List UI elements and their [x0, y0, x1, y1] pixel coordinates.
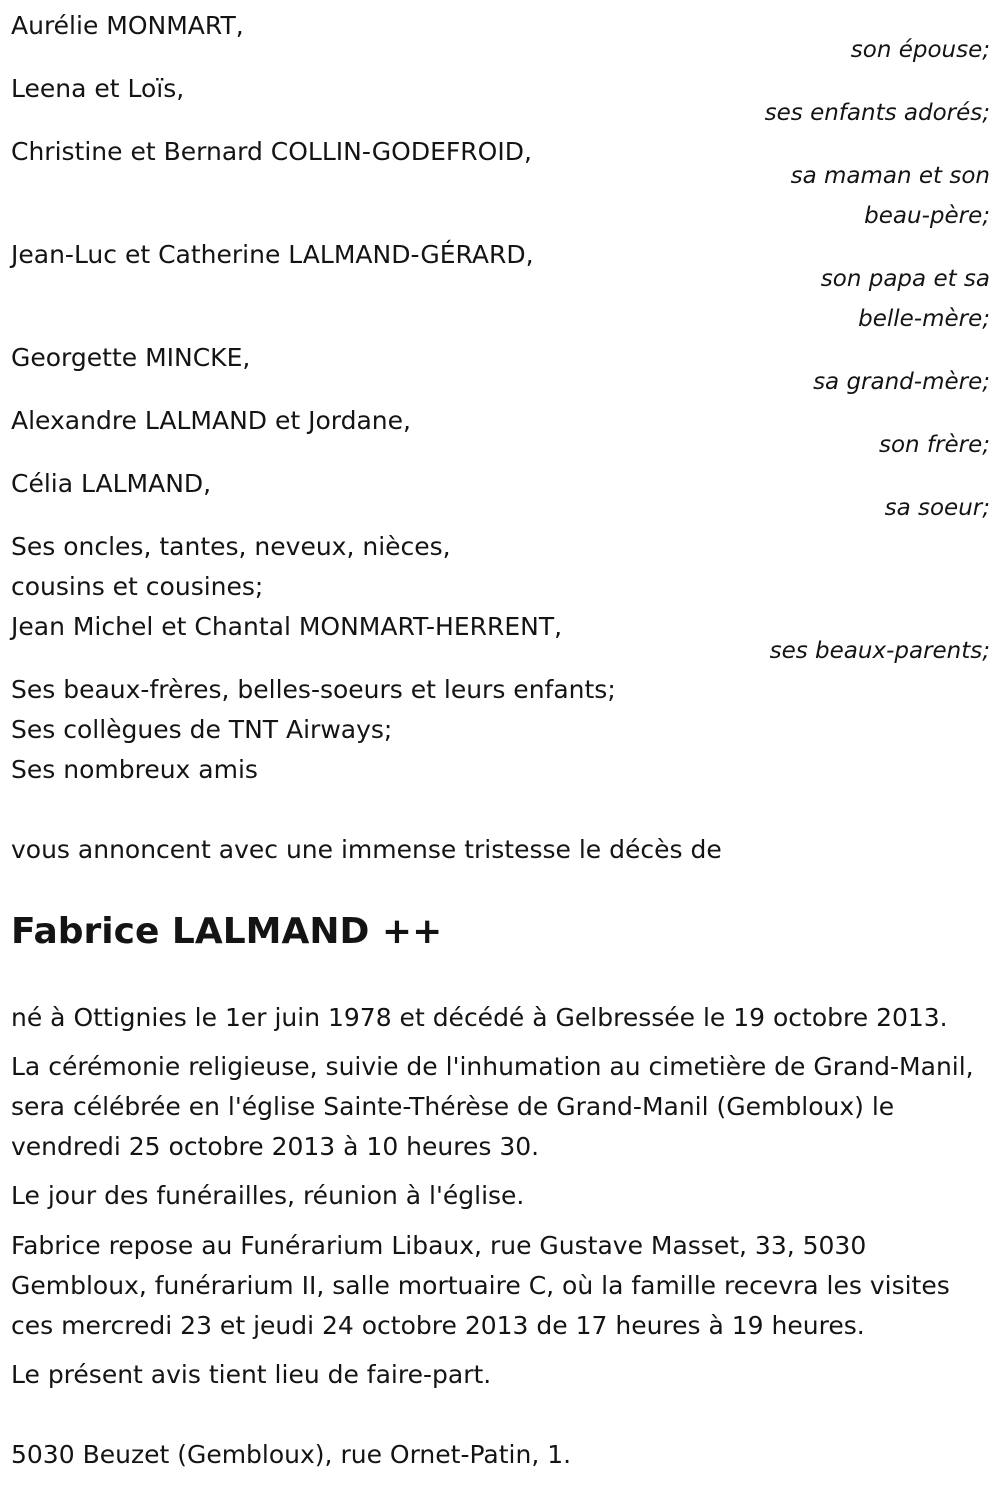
family-member-relation: sa maman et son — [790, 163, 990, 189]
in-laws-name: Jean Michel et Chantal MONMART-HERRENT, — [11, 612, 563, 641]
family-member-relation: beau-père; — [864, 203, 990, 229]
family-member-name: Jean-Luc et Catherine LALMAND-GÉRARD, — [11, 240, 534, 269]
notice-text: Le présent avis tient lieu de faire-part. — [11, 1360, 492, 1389]
family-address: 5030 Beuzet (Gembloux), rue Ornet-Patin, 1. — [11, 1440, 572, 1469]
others-line: Ses nombreux amis — [11, 755, 258, 784]
family-member-relation: ses enfants adorés; — [764, 100, 990, 126]
meeting-text: Le jour des funérailles, réunion à l'église. — [11, 1181, 525, 1210]
family-member-relation: sa grand-mère; — [813, 369, 990, 395]
family-member-name: Alexandre LALMAND et Jordane, — [11, 406, 411, 435]
family-member-relation: belle-mère; — [858, 306, 990, 332]
birth-death-text: né à Ottignies le 1er juin 1978 et décédé à Gelbressée le 19 octobre 2013. — [11, 1003, 948, 1032]
in-laws-relation: ses beaux-parents; — [769, 638, 990, 664]
others-line: Ses collègues de TNT Airways; — [11, 715, 393, 744]
family-member-relation: sa soeur; — [884, 495, 990, 521]
family-member-name: Georgette MINCKE, — [11, 343, 251, 372]
family-member-relation: son papa et sa — [820, 266, 990, 292]
family-member-relation: son frère; — [878, 432, 990, 458]
extended-family-line: Ses oncles, tantes, neveux, nièces, — [11, 532, 451, 561]
family-member-name: Christine et Bernard COLLIN-GODEFROID, — [11, 137, 532, 166]
announcement-text: vous annoncent avec une immense tristesse le décès de — [11, 835, 722, 864]
ceremony-text: La cérémonie religieuse, suivie de l'inhumation au cimetière de Grand-Manil, sera célébrée en l'église Sainte-Thérèse de Grand-Manil (Gembloux) le vendredi 25 octobre 2013 à 10 heures 30. — [11, 1052, 974, 1161]
extended-family-line: cousins et cousines; — [11, 572, 264, 601]
family-member-relation: son épouse; — [850, 37, 990, 63]
family-member-name: Leena et Loïs, — [11, 74, 185, 103]
family-member-name: Aurélie MONMART, — [11, 11, 244, 40]
deceased-name: Fabrice LALMAND ++ — [11, 911, 443, 952]
family-member-name: Célia LALMAND, — [11, 469, 212, 498]
visitation-text: Fabrice repose au Funérarium Libaux, rue Gustave Masset, 33, 5030 Gembloux, funérarium II, salle mortuaire C, où la famille recevra les visites ces mercredi 23 et jeudi 24 octobre 2013 de 17 heures à 19 heures. — [11, 1231, 950, 1340]
others-line: Ses beaux-frères, belles-soeurs et leurs enfants; — [11, 675, 616, 704]
